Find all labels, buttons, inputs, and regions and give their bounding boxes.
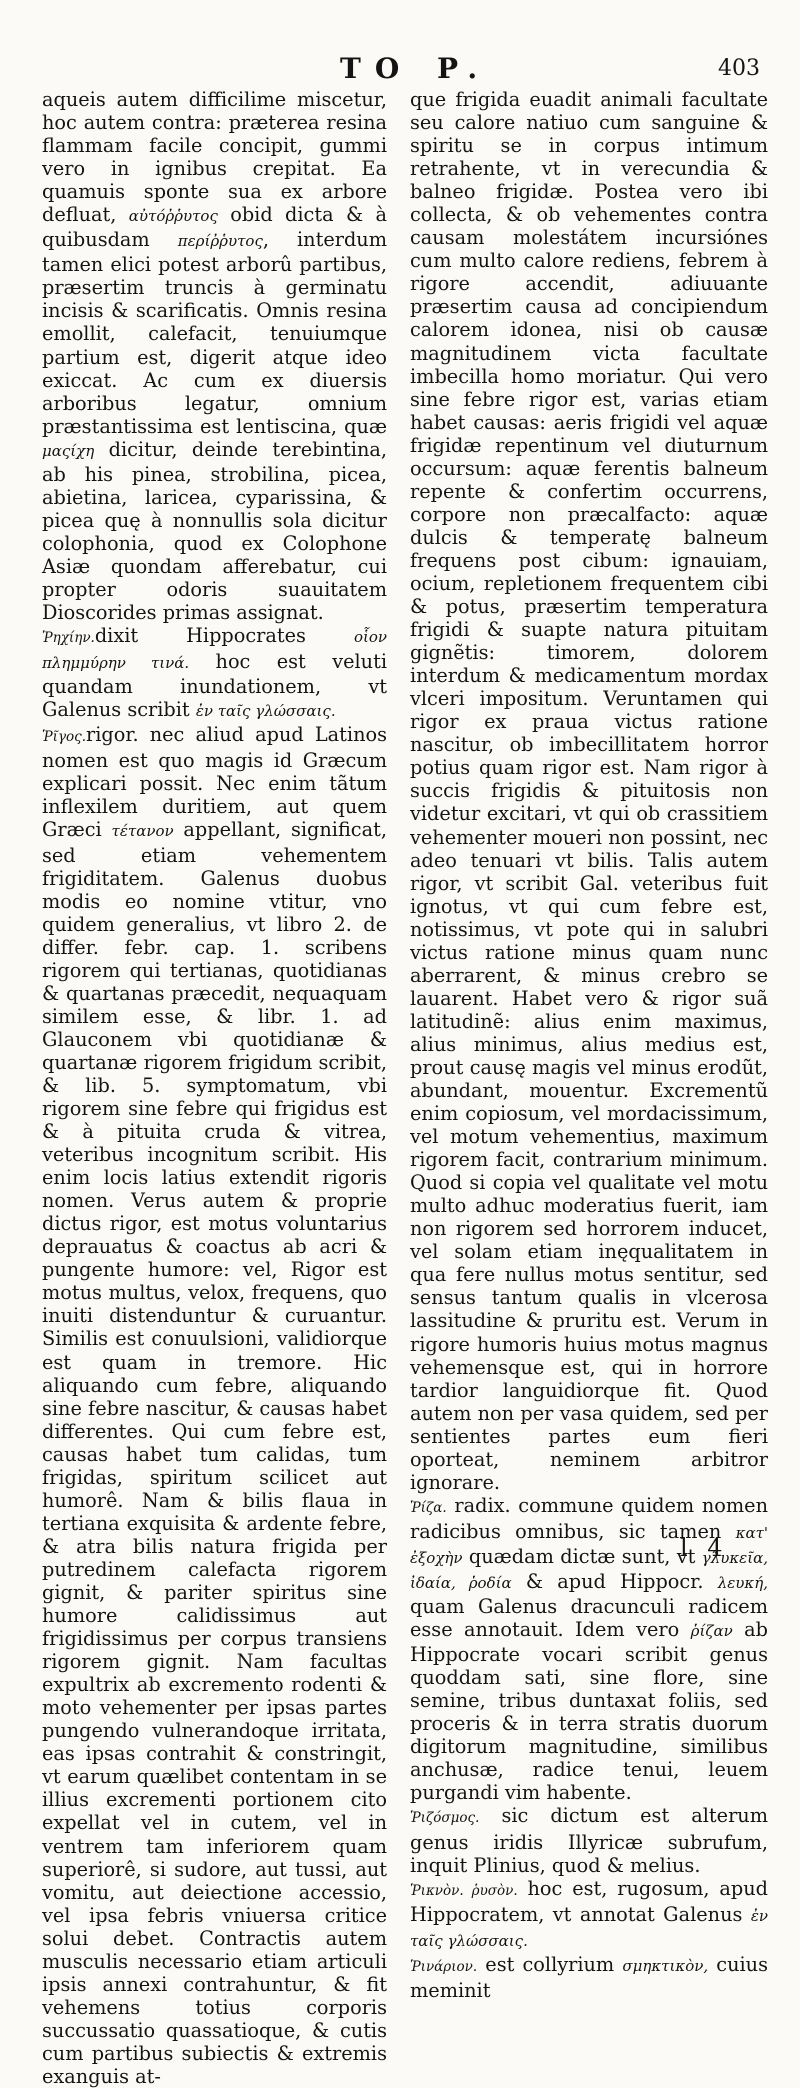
greek-term: ἐν ταῖς γλώσσαις. <box>195 702 336 721</box>
entry-rhizosmos <box>410 1804 768 1876</box>
entry-text: est collyrium <box>485 1952 615 1976</box>
entry-text: aqueis autem difficilime miscetur, hoc autem contra: præterea resina flammam facile concipit, gummi vero in ignibus crepitat. Ea quamuis sponte sua ex arbore defluat, <box>42 88 387 227</box>
running-head: TO P. <box>340 52 492 85</box>
lemma: Ῥῖγος. <box>42 729 87 746</box>
entry-text: quam Galenus dracunculi radicem esse annotauit. Idem vero <box>410 1595 768 1642</box>
entry-rhinarion <box>410 1953 768 2002</box>
entry-text: sic dictum est alterum genus iridis Illyricæ subrufum, inquit Plinius, quod & melius. <box>410 1804 768 1877</box>
entry-text: rigor. nec aliud apud Latinos nomen est quo magis id Græcum explicari possit. Nec enim tãtum inflexilem duritiem, aut quem Græci <box>42 723 387 842</box>
entry-text: dicitur, deinde terebintina, ab his pinea, strobilina, picea, abietina, laricea, cyparissina, & picea quę à nonnullis sola dicitur colophonia, quod ex Colophone Asiæ quondam afferebatur, cui propter odoris suauitatem Dioscorides primas assignat. <box>42 437 387 625</box>
greek-term: κατ' ἐξοχὴν <box>410 1523 768 1567</box>
entry-text: que frigida euadit animali facultate seu calore natiuo cum sanguine & spiritu se in corpus intimum retrahente, vt in verecundia & balneo frigidæ. Postea vero ibi collecta, & ob vehementes contra causam molestátem incursiónes cum multo calore rediens, febrem à rigore accendit, adiuuante præsertim causa ad concipiendum calorem idonea, nisi ob causæ magnitudinem victa facultate imbecilla homo moriatur. Qui vero sine febre rigor est, varias etiam habet causas: aeris frigidi vel aquæ frigidæ repentinum vel diuturnum occursum: aquæ ferentis balneum repente & confertim occurrens, corpore non præcalfacto: aquæ dulcis & temperatę balneum frequens post cibum: ignauiam, ocium, repletionem frequentem cibi & potus, præsertim temperatura frigidi & suapte natura pituitam gignẽtis: timorem, dolorem interdum & medicamentum mordax vlceri impositum. Veruntamen qui rigor ex praua victus ratione nascitur, ob imbecillitatem horror potius quam rigor est. Nam rigor à succis frigidis & pituitosis non videtur excitari, vt qui ob crassitiem vehementer moueri non possint, nec adeo tenuari vt bilis. Talis autem rigor, vt scribit Gal. veteribus fuit ignotus, vt qui cum febre est, notissimus, vt pote qui in salubri victus ratione minus quam nunc aberrarent, & minus crebro se lauarent. Habet vero & rigor suã latitudinẽ: alius enim maximus, alius minimus, alius medius est, prout causę magis vel minus erodũt, abundant, mouentur. Excrementũ enim copiosum, vel mordacissimum, vel motum vehementius, maximum rigorem facit, contrarium minimum. Quod si copia vel qualitate vel motu multo adhuc moderatius fuerit, iam non rigorem sed horrorem inducet, vel solam etiam inęqualitatem in qua fere nullus motus sentitur, sed sensus tantum qualis in vlcerosa lassitudine & pruritu est. Verum in rigore humoris huius motus magnus vehemensque est, qui in horrore tardior languidiorque fit. Quod autem non per vasa quidem, sed per sentientes partes eum fieri oporteat, neminem arbitror ignorare. <box>410 88 768 1494</box>
entry-rhigos-continued <box>410 88 768 1494</box>
entry-text: hoc est veluti quandam inundationem, vt Galenus scribit <box>42 650 387 722</box>
entry-text: radix. commune quidem nomen radicibus omnibus, sic tamen <box>410 1493 768 1543</box>
entry-rhigos <box>42 723 387 2088</box>
entry-text: obid dicta & à quibusdam <box>42 203 387 252</box>
greek-term: περίῤῥυτος <box>177 232 263 251</box>
lemma: Ῥηχίην. <box>42 630 95 647</box>
lemma: Ῥιζόσμος. <box>410 1810 480 1827</box>
entry-rhiknon <box>410 1877 768 1953</box>
greek-term: μαςίχη <box>42 441 95 460</box>
greek-term: σμηκτικὸν, <box>622 1956 709 1975</box>
greek-term: ἐν ταῖς γλώσσαις. <box>410 1906 768 1950</box>
right-column <box>410 88 768 2002</box>
greek-term: λευκή, <box>717 1574 768 1592</box>
left-column <box>42 88 387 2088</box>
entry-resina-continued <box>42 88 387 624</box>
page-number: 403 <box>718 56 760 81</box>
greek-term: ῥίζαν <box>690 1622 733 1641</box>
greek-term: γλυκεῖα, ἰδαία, ῥοδία <box>410 1548 768 1592</box>
signature-mark: l 4 <box>680 1534 729 1562</box>
greek-term: αὐτόῤῥυτος <box>128 207 218 226</box>
entry-text: ab Hippocrate vocari scribit genus quoddam sati, sine flore, sine semine, tribus duntaxat foliis, sed proceris & in terra stratis duorum digitorum magnitudine, similibus anchusæ, radice tenui, leuem purgandi vim habente. <box>410 1618 768 1805</box>
greek-term: οἷον πλημμύρην τινά. <box>42 628 387 673</box>
entry-text: appellant, significat, sed etiam vehementem frigiditatem. Galenus duobus modis eo nomine vtitur, vno quidem generalius, vt libro 2. de differ. febr. cap. 1. scribens rigorem qui tertianas, quotidianas & quartanas præcedit, nequaquam similem esse, & libr. 1. ad Glauconem vbi quotidianæ & quartanæ rigorem frigidum scribit, & lib. 5. symptomatum, vbi rigorem sine febre qui frigidus est & à pituita cruda & vitrea, veteribus incognitum scribit. His enim locis latius extendit rigoris nomen. Verus autem & proprie dictus rigor, est motus voluntarius deprauatus & coactus ab acri & pungente humore: vel, Rigor est motus multus, velox, frequens, quo inuiti distenduntur & curuantur. Similis est conuulsioni, validiorque est quam in tremore. Hic aliquando cum febre, aliquando sine febre nascitur, & causas habet differentes. Qui cum febre est, causas habet tum calidas, tum frigidas, spiritum scilicet aut humorê. Nam & bilis flaua in tertiana exquisita & ardente febre, & atra bilis natura frigida per putredinem calefacta rigorem gignit, & pariter spiritus sine humore calidissimus aut frigidissimus per corpus transiens rigorem gignit. Nam facultas expultrix ab excremento rodenti & moto vehementer per ipsas partes pungendo vulnerandoque irritata, eas ipsas contrahit & constringit, vt earum quælibet contentam in se illius excrementi portionem cito expellat vel in cutem, vel in ventrem tam inferiorem quam superiorê, si sudore, aut tussi, aut vomitu, aut deiectione accessio, vel ipsa febris vniuersa critice solui debet. Contractis autem musculis necessario etiam articuli ipsis annexi contrahuntur, & fit vehemens totius corporis succussatio quassatioque, & cutis cum partibus subiectis & extremis exanguis at- <box>42 818 387 2088</box>
entry-text: , interdum tamen elici potest arborû partibus, præsertim truncis à germinatu incisis & scarificatis. Omnis resina emollit, calefacit, tenuiumque partium est, digerit atque ideo exiccat. Ac cum ex diuersis arboribus legatur, omnium præstantissima est lentiscina, quæ <box>42 228 387 438</box>
entry-text: quædam dictæ sunt, vt <box>468 1544 696 1568</box>
entry-text: cuius meminit <box>410 1952 768 2002</box>
entry-text: hoc est, rugosum, apud Hippocratem, vt annotat Galenus <box>410 1876 768 1926</box>
page-header <box>0 52 800 92</box>
entry-text: dixit Hippocrates <box>94 624 306 648</box>
entry-rhechien <box>42 624 387 723</box>
lemma: Ῥίζα. <box>410 1499 447 1516</box>
lemma: Ῥικνὸν. ῥυσὸν. <box>410 1882 518 1899</box>
entry-text: & apud Hippocr. <box>525 1570 704 1593</box>
greek-term: τέτανον <box>111 822 174 841</box>
lemma: Ῥινάριον. <box>410 1958 478 1975</box>
